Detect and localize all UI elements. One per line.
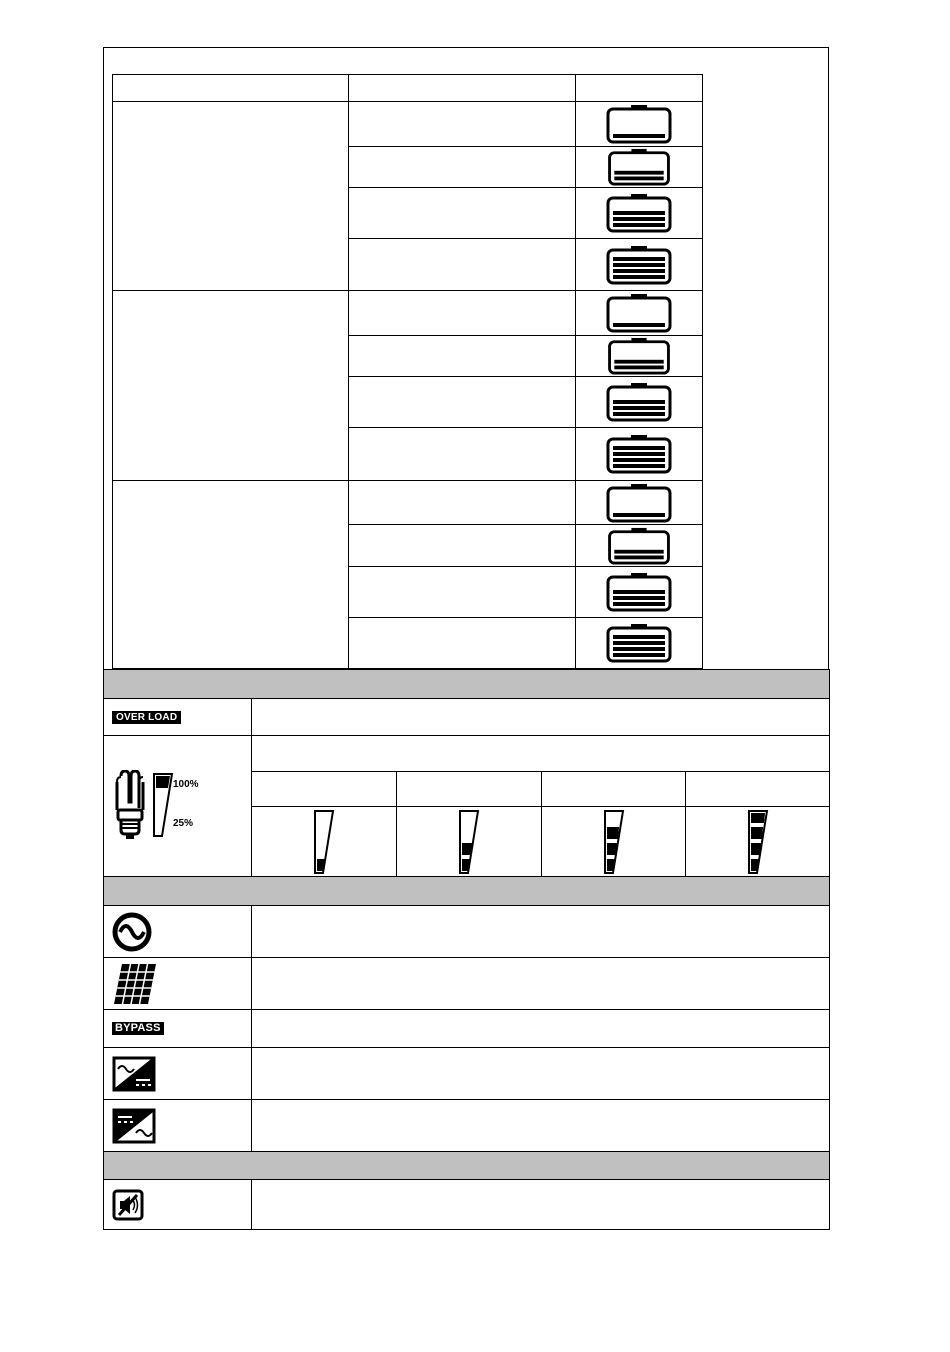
- load-level-icon-cell: [103, 735, 252, 877]
- battery-icon-4-bars: [605, 433, 673, 475]
- dc-to-ac-icon: [112, 1108, 156, 1144]
- battery-row: [348, 335, 576, 377]
- load-section-header: [103, 669, 830, 699]
- overload-badge: OVER LOAD: [112, 711, 181, 724]
- battery-row: [348, 146, 576, 188]
- battery-row: [348, 480, 576, 525]
- bulb-icon: [112, 770, 148, 842]
- battery-group-2: [112, 290, 349, 481]
- bypass-description: [251, 1009, 830, 1048]
- ac-icon-cell: [103, 905, 252, 958]
- mute-icon: [112, 1189, 144, 1221]
- battery-icon-3-bars: [605, 571, 673, 613]
- battery-icon-2-bars: [605, 148, 673, 186]
- bypass-badge: BYPASS: [112, 1022, 164, 1035]
- mute-section-header: [103, 1151, 830, 1180]
- load-level-cell-2: [396, 806, 542, 877]
- dc-to-ac-description: [251, 1099, 830, 1152]
- battery-row: [348, 376, 576, 428]
- battery-header-col1: [112, 74, 349, 102]
- load-level-description: [251, 735, 830, 772]
- battery-row: [348, 524, 576, 567]
- mute-description: [251, 1179, 830, 1230]
- battery-row: [348, 566, 576, 618]
- dc-to-ac-icon-cell: [103, 1099, 252, 1152]
- battery-icon-1-bar: [605, 104, 673, 144]
- battery-icon-cell: [575, 524, 703, 567]
- battery-row: [348, 187, 576, 239]
- load-level-header-1: [251, 771, 397, 807]
- ac-sine-icon: [112, 912, 152, 952]
- battery-icon-1-bar: [605, 483, 673, 523]
- load-level-2-icon: [458, 809, 480, 875]
- battery-icon-cell: [575, 617, 703, 669]
- battery-row: [348, 238, 576, 291]
- battery-icon-3-bars: [605, 192, 673, 234]
- battery-row: [348, 617, 576, 669]
- solar-panel-icon: [112, 962, 158, 1006]
- load-level-cell-4: [685, 806, 830, 877]
- load-level-cell-3: [541, 806, 686, 877]
- battery-icon-cell: [575, 187, 703, 239]
- battery-icon-cell: [575, 335, 703, 377]
- battery-icon-3-bars: [605, 381, 673, 423]
- ac-to-dc-icon: [112, 1056, 156, 1092]
- load-level-header-3: [541, 771, 686, 807]
- ac-to-dc-description: [251, 1047, 830, 1100]
- battery-icon-cell: [575, 146, 703, 188]
- battery-header-col3: [575, 74, 703, 102]
- battery-row: [348, 101, 576, 147]
- battery-icon-4-bars: [605, 244, 673, 286]
- battery-icon-2-bars: [605, 527, 673, 565]
- bypass-icon-cell: [103, 1009, 252, 1048]
- mode-section-header: [103, 876, 830, 906]
- overload-icon-cell: [103, 698, 252, 736]
- battery-row: [348, 290, 576, 336]
- load-level-cell-1: [251, 806, 397, 877]
- battery-icon-cell: [575, 427, 703, 481]
- battery-header-col2: [348, 74, 576, 102]
- battery-icon-cell: [575, 101, 703, 147]
- ac-description: [251, 905, 830, 958]
- battery-group-1: [112, 101, 349, 291]
- ac-to-dc-icon-cell: [103, 1047, 252, 1100]
- pct-low-label: 25%: [173, 818, 194, 829]
- solar-icon-cell: [103, 957, 252, 1010]
- overload-description: [251, 698, 830, 736]
- battery-row: [348, 427, 576, 481]
- battery-icon-4-bars: [605, 622, 673, 664]
- load-level-header-4: [685, 771, 830, 807]
- solar-description: [251, 957, 830, 1010]
- battery-icon-cell: [575, 238, 703, 291]
- battery-icon-cell: [575, 290, 703, 336]
- pct-high-label: 100%: [173, 779, 199, 790]
- load-level-header-2: [396, 771, 542, 807]
- battery-icon-cell: [575, 566, 703, 618]
- mute-icon-cell: [103, 1179, 252, 1230]
- load-level-3-icon: [603, 809, 625, 875]
- battery-group-3: [112, 480, 349, 669]
- load-level-bar-icon: [152, 772, 174, 838]
- battery-icon-cell: [575, 376, 703, 428]
- battery-icon-cell: [575, 480, 703, 525]
- battery-icon-2-bars: [605, 337, 673, 375]
- load-level-1-icon: [313, 809, 335, 875]
- battery-icon-1-bar: [605, 293, 673, 333]
- load-level-4-icon: [747, 809, 769, 875]
